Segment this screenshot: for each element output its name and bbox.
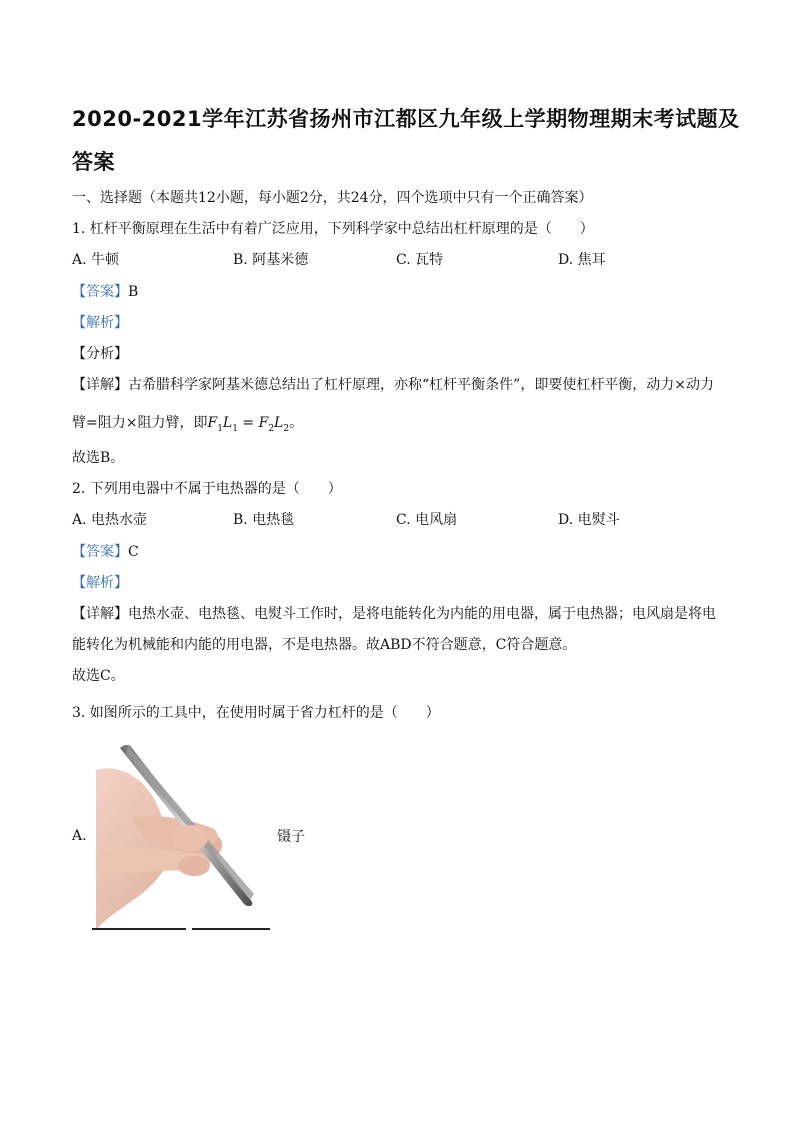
q1-analysis-tag: 【解析】: [72, 315, 128, 331]
q1-conclusion: 故选B。: [72, 450, 125, 466]
tweezers-image: [92, 742, 270, 932]
q3-stem: 3. 如图所示的工具中，在使用时属于省力杠杆的是（ ）: [72, 705, 440, 721]
q2-answer-tag: 【答案】: [72, 544, 128, 560]
q2-option-b: B. 电热毯: [233, 512, 295, 528]
q1-answer-row: [72, 281, 138, 301]
q1-option-d: D. 焦耳: [558, 252, 606, 268]
q2-detail-text1: 电热水壶、电热毯、电熨斗工作时，是将电能转化为内能的用电器，属于电热器；电风扇是将电: [128, 606, 716, 622]
q1-detail-tag: 【详解】: [72, 377, 128, 393]
q2-option-a: A. 电热水壶: [72, 512, 148, 528]
q2-detail-line1: [72, 603, 716, 623]
section-heading: 一、选择题（本题共12小题，每小题2分，共24分，四个选项中只有一个正确答案）: [72, 190, 593, 206]
q1-option-a: A. 牛顿: [72, 252, 120, 268]
q1-detail-text1: 古希腊科学家阿基米德总结出了杠杆原理，亦称“杠杆平衡条件”，即要使杠杆平衡，动力×动力: [128, 377, 715, 393]
lever-formula: $F_1L_1 = F_2L_2$: [207, 415, 290, 434]
q2-option-c: C. 电风扇: [396, 512, 458, 528]
q1-detail-line2: [72, 412, 303, 434]
q2-detail-tag: 【详解】: [72, 606, 128, 622]
q2-analysis-tag: 【解析】: [72, 575, 128, 591]
q2-answer-row: [72, 541, 139, 561]
q2-option-d: D. 电熨斗: [558, 512, 620, 528]
q1-option-b: B. 阿基米德: [233, 252, 309, 268]
q1-detail-text2: 臂=阻力×阻力臂，即: [72, 415, 208, 431]
q2-answer-value: C: [128, 544, 139, 560]
q3-option-a-caption: 镊子: [277, 829, 305, 845]
q1-answer-tag: 【答案】: [72, 284, 128, 300]
q1-detail-text2-end: 。: [289, 415, 304, 431]
document-title-line1: 2020-2021学年江苏省扬州市江都区九年级上学期物理期末考试题及: [72, 107, 740, 131]
q1-stem: 1. 杠杆平衡原理在生活中有着广泛应用，下列科学家中总结出杠杆原理的是（ ）: [72, 221, 594, 237]
q2-conclusion: 故选C。: [72, 668, 125, 684]
q1-detail-line1: [72, 374, 714, 394]
q1-option-c: C. 瓦特: [396, 252, 444, 268]
q3-option-a-label: A.: [72, 828, 87, 844]
q1-fenxi-tag: 【分析】: [72, 346, 128, 362]
image-underline-right: [192, 928, 270, 930]
q2-stem: 2. 下列用电器中不属于电热器的是（ ）: [72, 481, 342, 497]
document-title-line2: 答案: [72, 150, 115, 174]
q2-detail-line2: 能转化为机械能和内能的用电器，不是电热器。故ABD不符合题意，C符合题意。: [72, 637, 577, 653]
image-underline-left: [92, 928, 186, 930]
q1-answer-value: B: [128, 284, 139, 300]
